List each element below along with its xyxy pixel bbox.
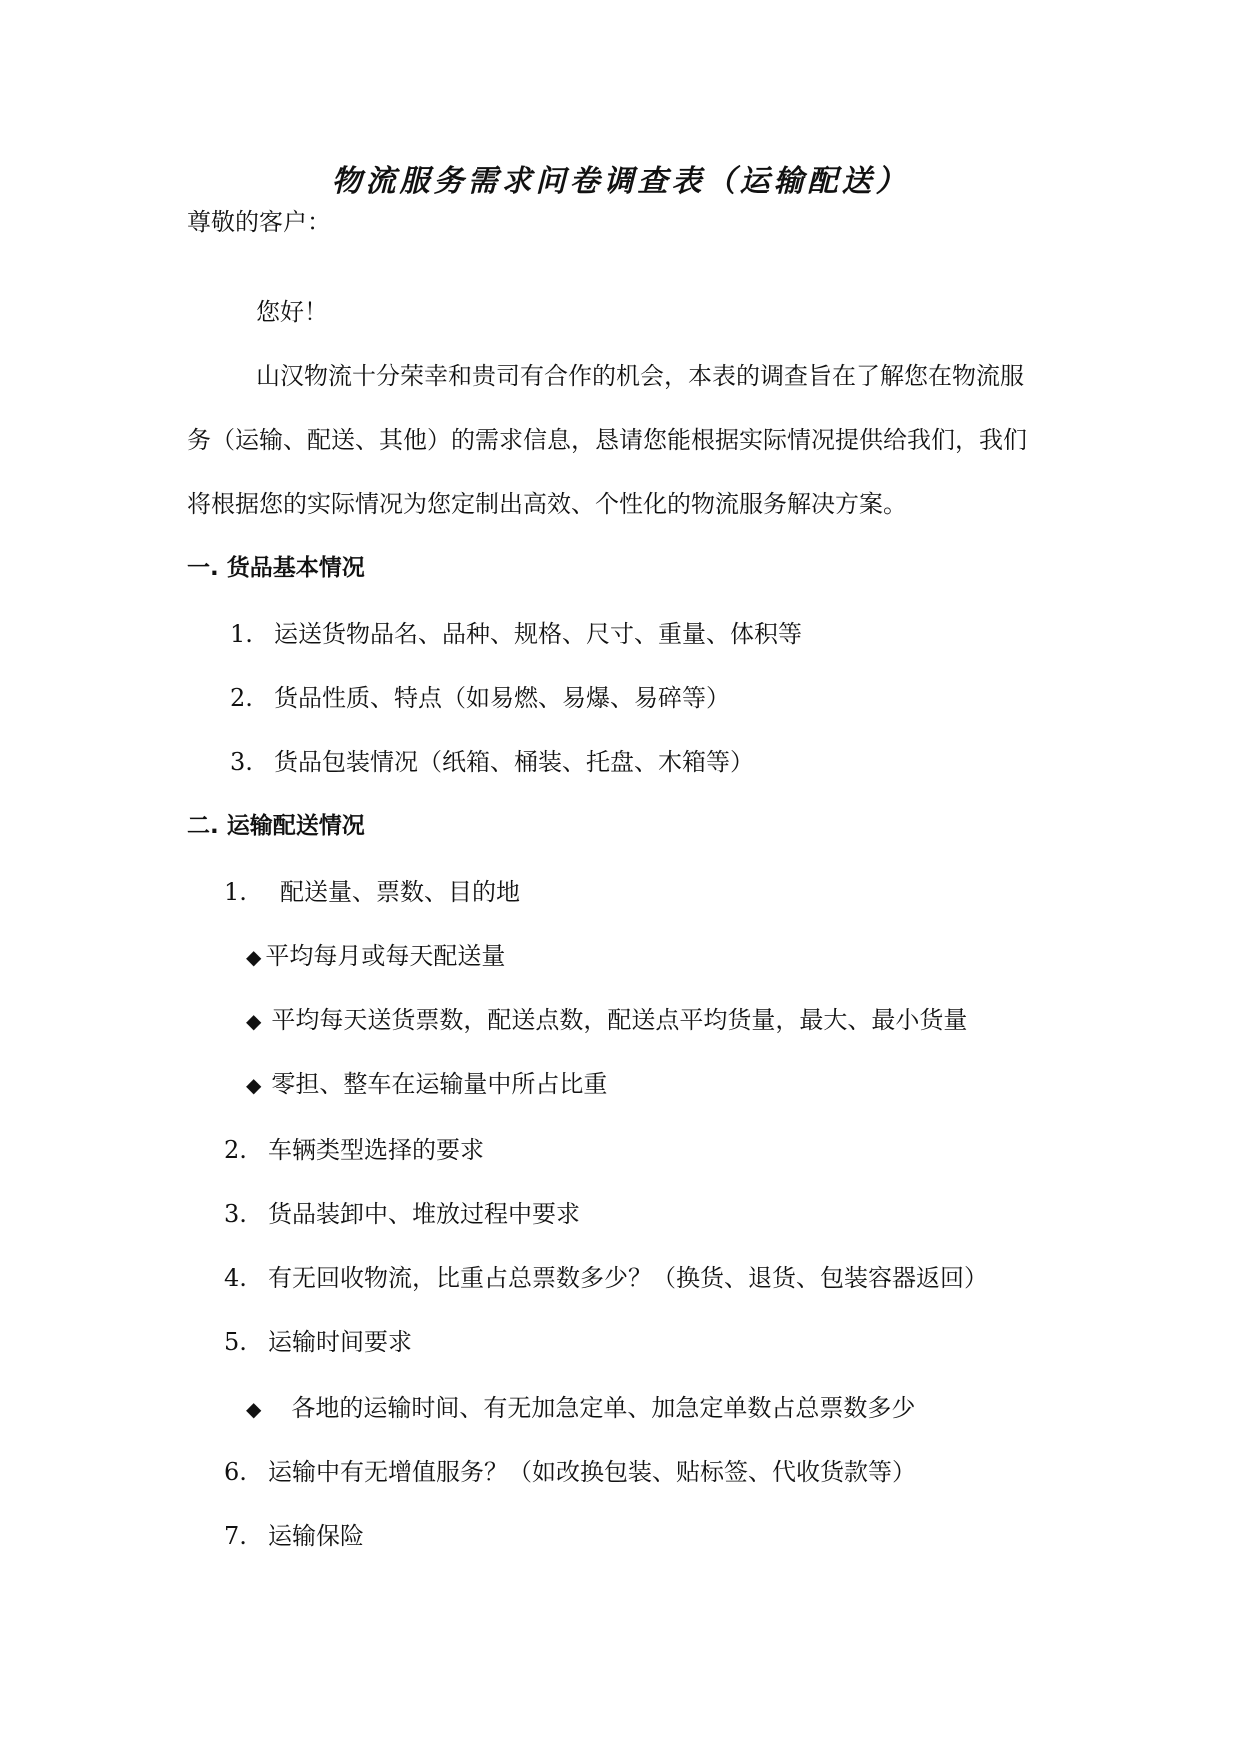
diamond-bullet-icon: ◆ — [246, 1073, 262, 1097]
list-item — [230, 618, 802, 650]
item-number: 5. — [224, 1328, 247, 1356]
item-text: 运输时间要求 — [268, 1328, 412, 1356]
item-number: 1. — [224, 878, 247, 906]
intro-line-2: 务（运输、配送、其他）的需求信息，恳请您能根据实际情况提供给我们，我们 — [187, 426, 1027, 454]
page-title: 物流服务需求问卷调查表（运输配送） — [331, 164, 910, 199]
bullet-text: 平均每月或每天配送量 — [265, 942, 506, 970]
item-number: 3. — [224, 1200, 247, 1228]
intro-line-3: 将根据您的实际情况为您定制出高效、个性化的物流服务解决方案。 — [187, 490, 907, 518]
item-text: 配送量、票数、目的地 — [280, 878, 520, 906]
item-number: 1. — [230, 620, 253, 648]
item-text: 有无回收物流，比重占总票数多少？（换货、退货、包装容器返回） — [268, 1264, 988, 1292]
bullet-item — [246, 1004, 967, 1037]
bullet-item — [246, 940, 505, 973]
list-item — [230, 682, 730, 714]
item-number: 6. — [224, 1458, 247, 1486]
diamond-bullet-icon: ◆ — [246, 1009, 262, 1033]
diamond-bullet-icon: ◆ — [246, 1397, 262, 1421]
list-item — [224, 1520, 364, 1552]
list-item — [224, 1134, 484, 1166]
diamond-bullet-icon: ◆ — [246, 945, 262, 969]
section-heading-transport: 二. 运输配送情况 — [187, 813, 365, 839]
item-text: 运输中有无增值服务？（如改换包装、贴标签、代收货款等） — [268, 1458, 916, 1486]
item-text: 货品包装情况（纸箱、桶装、托盘、木箱等） — [274, 748, 754, 776]
salutation: 您好！ — [256, 298, 328, 326]
item-number: 4. — [224, 1264, 247, 1292]
bullet-text: 平均每天送货票数，配送点数，配送点平均货量，最大、最小货量 — [271, 1006, 968, 1034]
item-text: 运送货物品名、品种、规格、尺寸、重量、体积等 — [274, 620, 802, 648]
item-number: 2. — [230, 684, 253, 712]
section-heading-goods: 一. 货品基本情况 — [187, 555, 365, 581]
list-item — [224, 876, 520, 908]
intro-line-1: 山汉物流十分荣幸和贵司有合作的机会，本表的调查旨在了解您在物流服 — [256, 362, 1024, 390]
item-text: 车辆类型选择的要求 — [268, 1136, 484, 1164]
bullet-item — [246, 1068, 607, 1101]
item-text: 运输保险 — [268, 1522, 364, 1550]
bullet-text: 各地的运输时间、有无加急定单、加急定单数占总票数多少 — [291, 1394, 916, 1422]
item-number: 7. — [224, 1522, 247, 1550]
bullet-item — [246, 1392, 915, 1425]
list-item — [230, 746, 754, 778]
list-item — [224, 1326, 412, 1358]
list-item — [224, 1456, 916, 1488]
item-text: 货品装卸中、堆放过程中要求 — [268, 1200, 580, 1228]
greeting: 尊敬的客户： — [187, 208, 331, 236]
list-item — [224, 1262, 988, 1294]
list-item — [224, 1198, 580, 1230]
item-number: 3. — [230, 748, 253, 776]
item-number: 2. — [224, 1136, 247, 1164]
item-text: 货品性质、特点（如易燃、易爆、易碎等） — [274, 684, 730, 712]
bullet-text: 零担、整车在运输量中所占比重 — [271, 1070, 608, 1098]
